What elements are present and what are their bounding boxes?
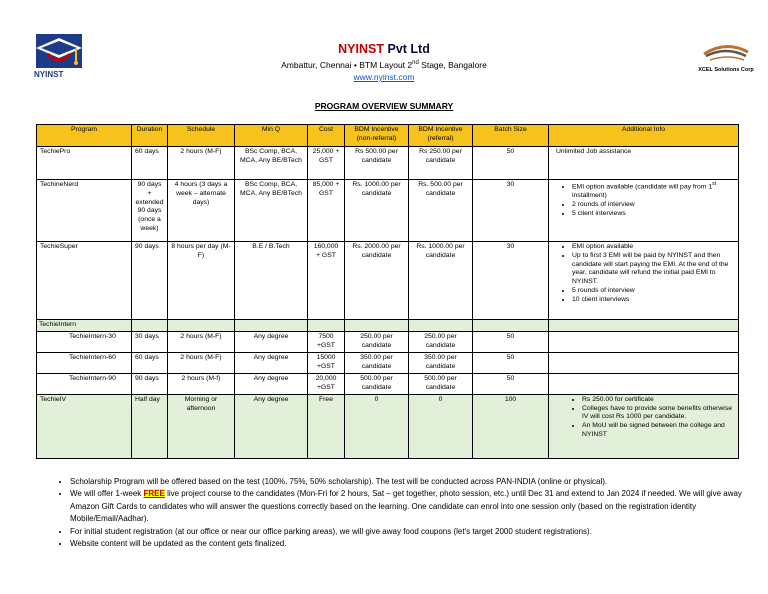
col-header: BDM Incentive (referral) [409, 125, 473, 147]
company-address: Ambattur, Chennai • BTM Layout 2nd Stage, Bangalore [281, 60, 487, 70]
note-item: • We will offer 1-week FREE live project course to the candidates (Mon-Fri for 2 hours, Sat – get together, photo session, etc.) until Dec 31 and extend to Jan 2024 if needed. We will give away Amazon Gift Cards to candidates who will answer the questions correctly based on the learning. One candidate can enrol into one session only (based on the registration identity Mobile/Email/Aadhar). [70, 488, 760, 525]
duration-cell: Half day [132, 394, 168, 458]
cost-cell: 85,000 + GST [308, 180, 345, 242]
schedule-cell: 4 hours (3 days a week – alternate days) [168, 180, 235, 242]
program-cell: TechieIntern-90 [37, 373, 132, 394]
website-link[interactable]: www.nyinst.com [353, 72, 415, 82]
cost-cell: Free [308, 394, 345, 458]
info-item: • Rs 250.00 for certificate [582, 396, 735, 405]
col-header: Min Q [235, 125, 308, 147]
info-item: • 5 rounds of interview [572, 287, 735, 296]
info-item: • EMI option available [572, 243, 735, 252]
note-item: • Scholarship Program will be offered based on the test (100%, 75%, 50% scholarship). The test will be conducted across PAN-INDIA (online or physical). [70, 476, 760, 488]
cost-cell: 7500 +GST [308, 331, 345, 352]
info-cell [549, 352, 739, 373]
info-item: • An MoU will be signed between the college and NYINST [582, 422, 735, 440]
program-table [36, 124, 739, 459]
info-item: • 10 client interviews [572, 296, 735, 305]
info-item: • 2 rounds of interview [572, 201, 735, 210]
duration-cell: 30 days [132, 331, 168, 352]
bdm-nonref-cell: Rs 500.00 per candidate [345, 147, 409, 180]
partner-caption: XCEL Solutions Corp [698, 67, 754, 73]
schedule-cell: 8 hours per day (M-F) [168, 242, 235, 320]
batch-cell: 50 [473, 331, 549, 352]
duration-cell: 90 days [132, 242, 168, 320]
cost-cell: 20,000 +GST [308, 373, 345, 394]
document-header [0, 42, 768, 82]
batch-cell: 50 [473, 373, 549, 394]
bdm-nonref-cell: Rs. 2000.00 per candidate [345, 242, 409, 320]
batch-cell: 50 [473, 147, 549, 180]
info-cell [549, 180, 739, 242]
program-cell: TechiePro [37, 147, 132, 180]
minq-cell: B.E / B.Tech [235, 242, 308, 320]
note-item: • For initial student registration (at our office or near our office parking areas), we will give away food coupons (let's target 2000 student registrations). [70, 526, 760, 538]
summary-title: PROGRAM OVERVIEW SUMMARY [314, 101, 454, 111]
minq-cell: Any degree [235, 352, 308, 373]
minq-cell: Any degree [235, 331, 308, 352]
col-header: Schedule [168, 125, 235, 147]
batch-cell: 30 [473, 180, 549, 242]
table-row-group [37, 320, 739, 332]
col-header: Additional Info [549, 125, 739, 147]
program-cell: TechieIntern-30 [37, 331, 132, 352]
program-cell: TechieIV [37, 394, 132, 458]
col-header: BDM Incentive (non-referral) [345, 125, 409, 147]
batch-cell: 50 [473, 352, 549, 373]
bdm-ref-cell: Rs. 1000.00 per candidate [409, 242, 473, 320]
batch-cell: 30 [473, 242, 549, 320]
schedule-cell: Morning or afternoon [168, 394, 235, 458]
table-header-row [37, 125, 739, 147]
col-header: Duration [132, 125, 168, 147]
duration-cell: 90 days [132, 373, 168, 394]
table-row [37, 331, 739, 352]
bdm-nonref-cell: 500.00 per candidate [345, 373, 409, 394]
info-cell [549, 242, 739, 320]
bdm-ref-cell: 0 [409, 394, 473, 458]
minq-cell: BSc Comp, BCA, MCA, Any BE/BTech [235, 180, 308, 242]
program-cell: TechieIntern [37, 320, 132, 332]
cost-cell: 160,000 + GST [308, 242, 345, 320]
table-row [37, 352, 739, 373]
bdm-nonref-cell: 350.00 per candidate [345, 352, 409, 373]
minq-cell: BSc Comp, BCA, MCA, Any BE/BTech [235, 147, 308, 180]
info-text: Unlimited Job assistance [556, 148, 632, 155]
bdm-ref-cell: 350.00 per candidate [409, 352, 473, 373]
bdm-ref-cell: Rs 250.00 per candidate [409, 147, 473, 180]
schedule-cell: 2 hours (M-F) [168, 352, 235, 373]
schedule-cell: 2 hours (M-F) [168, 147, 235, 180]
minq-cell: Any degree [235, 394, 308, 458]
bdm-ref-cell: 250.00 per candidate [409, 331, 473, 352]
col-header: Batch Size [473, 125, 549, 147]
info-item: • EMI option available (candidate will pay from 1st installment) [572, 181, 735, 201]
duration-cell: 60 days [132, 147, 168, 180]
info-item: • Colleges have to provide some benefits otherwise IV will cost Rs 1000 per candidate. [582, 405, 735, 423]
bdm-nonref-cell: 0 [345, 394, 409, 458]
info-item: • Up to first 3 EMI will be paid by NYINST and then candidate will start paying the EMI. At the end of the year, candidate will refund the initial paid EMI to NYINST. [572, 252, 735, 287]
program-cell: TechieSuper [37, 242, 132, 320]
col-header: Cost [308, 125, 345, 147]
duration-cell: 60 days [132, 352, 168, 373]
bdm-ref-cell: 500.00 per candidate [409, 373, 473, 394]
program-cell: TechieIntern-60 [37, 352, 132, 373]
info-item: • 5 client interviews [572, 210, 735, 219]
duration-cell: 90 days + extended 90 days (once a week) [132, 180, 168, 242]
bdm-ref-cell: Rs. 500.00 per candidate [409, 180, 473, 242]
batch-cell: 100 [473, 394, 549, 458]
table-row [37, 242, 739, 320]
info-cell [549, 373, 739, 394]
notes-list [56, 476, 760, 550]
schedule-cell: 2 hours (M-f) [168, 373, 235, 394]
bdm-nonref-cell: Rs. 1000.00 per candidate [345, 180, 409, 242]
cost-cell: 15000 +GST [308, 352, 345, 373]
table-row [37, 373, 739, 394]
table-row [37, 147, 739, 180]
program-cell: TechineNerd [37, 180, 132, 242]
bdm-nonref-cell: 250.00 per candidate [345, 331, 409, 352]
table-row [37, 180, 739, 242]
info-cell [549, 331, 739, 352]
info-cell [549, 147, 739, 180]
free-highlight: FREE [143, 489, 165, 499]
schedule-cell: 2 hours (M-F) [168, 331, 235, 352]
note-item: • Website content will be updated as the content gets finalized. [70, 538, 760, 550]
cost-cell: 25,000 + GST [308, 147, 345, 180]
info-cell [549, 394, 739, 458]
minq-cell: Any degree [235, 373, 308, 394]
company-name: NYINST Pvt Ltd [338, 42, 430, 56]
table-row [37, 394, 739, 458]
nyinst-logo-text: NYINST [34, 70, 64, 79]
col-header: Program [37, 125, 132, 147]
